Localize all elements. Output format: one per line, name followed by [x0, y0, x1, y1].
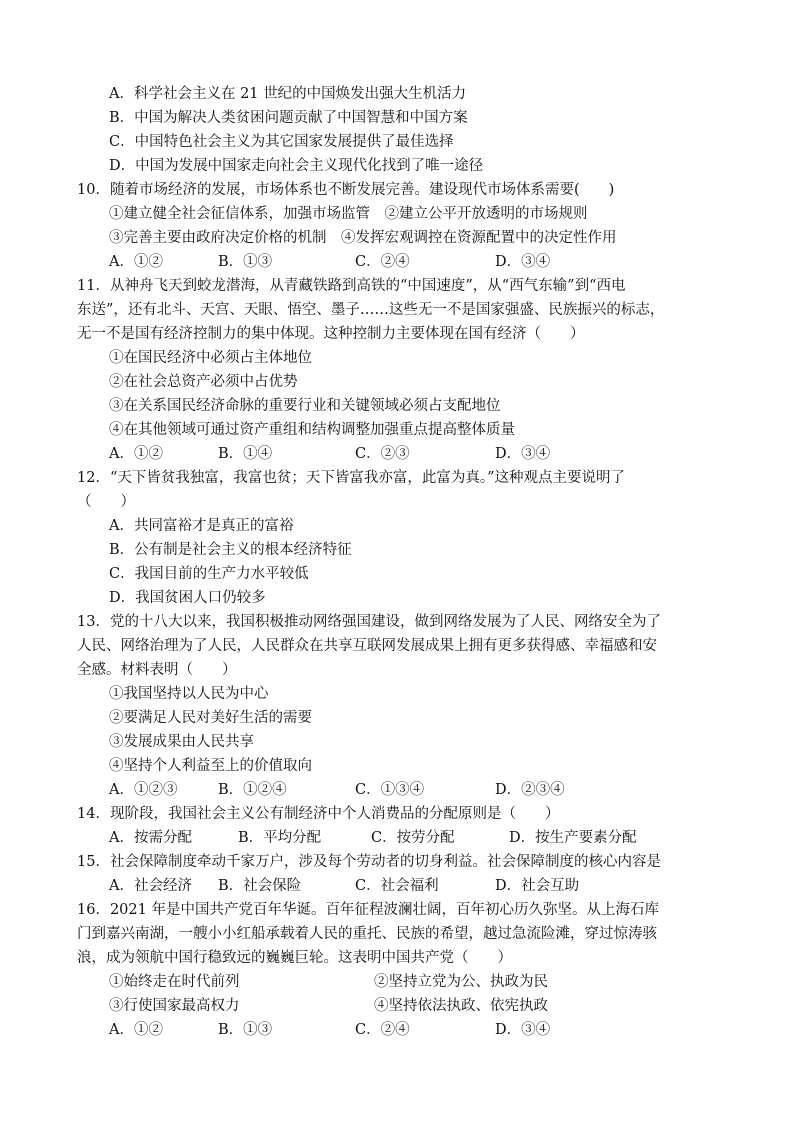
q12-option-b: B．公有制是社会主义的根本经济特征 — [109, 542, 352, 558]
q16-option-d: D．③④ — [495, 1022, 551, 1038]
q14-option-b: B．平均分配 — [238, 830, 322, 846]
q11-stem-1: 11．从神舟飞天到蛟龙潜海，从青藏铁路到高铁的“中国速度”，从“西气东输”到“西电 — [77, 278, 626, 294]
q15-option-a: A．社会经济 — [109, 878, 192, 894]
q14-option-c: C．按劳分配 — [371, 830, 455, 846]
q10-option-c: C．②④ — [355, 254, 410, 270]
q10-options — [109, 250, 709, 274]
q11-option-b: B．①④ — [218, 446, 273, 462]
q11-statement-2: ②在社会总资产必须中占优势 — [109, 374, 298, 390]
q15-option-b: B．社会保险 — [218, 878, 302, 894]
q16-statement-2: ②坚持立党为公、执政为民 — [374, 974, 548, 990]
q16-stem-2: 门到嘉兴南湖，一艘小小红船承载着人民的重托、民族的希望，越过急流险滩，穿过惊涛骇 — [77, 926, 657, 942]
q16-options — [109, 1018, 709, 1042]
q15-stem: 15．社会保障制度牵动千家万户，涉及每个劳动者的切身利益。社会保障制度的核心内容是 — [77, 854, 661, 870]
q9-option-d: D．中国为发展中国家走向社会主义现代化找到了唯一途径 — [109, 158, 484, 174]
q13-option-b: B．①②④ — [218, 782, 287, 798]
q16-option-c: C．②④ — [355, 1022, 410, 1038]
q9-option-a: A．科学社会主义在 21 世纪的中国焕发出强大生机活力 — [109, 86, 467, 102]
q13-option-d: D．②③④ — [495, 782, 565, 798]
q9-option-b: B．中国为解决人类贫困问题贡献了中国智慧和中国方案 — [109, 110, 468, 126]
q14-option-a: A．按需分配 — [109, 830, 192, 846]
q10-option-a: A．①② — [109, 254, 163, 270]
q14-stem: 14．现阶段，我国社会主义公有制经济中个人消费品的分配原则是（ ） — [77, 806, 560, 822]
q12-option-c: C．我国目前的生产力水平较低 — [109, 566, 309, 582]
q15-options — [109, 874, 709, 898]
q11-option-a: A．①② — [109, 446, 163, 462]
q11-stem-3: 无一不是国有经济控制力的集中体现。这种控制力主要体现在国有经济（ ） — [77, 326, 585, 342]
q16-option-b: B．①③ — [218, 1022, 273, 1038]
q11-stem-2: 东送”，还有北斗、天宫、天眼、悟空、墨子……这些无一不是国家强盛、民族振兴的标志， — [77, 302, 665, 318]
q16-statement-3: ③行使国家最高权力 — [109, 998, 240, 1014]
q13-statement-4: ④坚持个人利益至上的价值取向 — [109, 758, 312, 774]
q10-statement-1: ①建立健全社会征信体系，加强市场监管 ②建立公平开放透明的市场规则 — [109, 206, 588, 222]
q11-statement-4: ④在其他领域可通过资产重组和结构调整加强重点提高整体质量 — [109, 422, 515, 438]
q10-stem: 10．随着市场经济的发展，市场体系也不断发展完善。建设现代市场体系需要( ) — [77, 182, 615, 198]
q12-option-a: A．共同富裕才是真正的富裕 — [109, 518, 294, 534]
q13-statement-2: ②要满足人民对美好生活的需要 — [109, 710, 312, 726]
q11-statement-1: ①在国民经济中必须占主体地位 — [109, 350, 312, 366]
q11-option-c: C．②③ — [355, 446, 410, 462]
q16-stem-1: 16．2021 年是中国共产党百年华诞。百年征程波澜壮阔，百年初心历久弥坚。从上海石库 — [77, 902, 659, 918]
q13-statement-3: ③发展成果由人民共享 — [109, 734, 254, 750]
q13-statement-1: ①我国坚持以人民为中心 — [109, 686, 269, 702]
q13-stem-3: 全感。材料表明（ ） — [77, 662, 237, 678]
q14-option-d: D．按生产要素分配 — [509, 830, 637, 846]
q9-option-c: C．中国特色社会主义为其它国家发展提供了最佳选择 — [109, 134, 454, 150]
q15-option-d: D．社会互助 — [495, 878, 580, 894]
q13-option-c: C．①③④ — [355, 782, 425, 798]
q16-stem-3: 浪，成为领航中国行稳致远的巍巍巨轮。这表明中国共产党（ ） — [77, 950, 512, 966]
q13-options — [109, 778, 709, 802]
q11-statement-3: ③在关系国民经济命脉的重要行业和关键领域必须占支配地位 — [109, 398, 501, 414]
q14-options — [109, 826, 749, 850]
q12-stem-1: 12．“天下皆贫我独富，我富也贫；天下皆富我亦富，此富为真。”这种观点主要说明了 — [77, 470, 626, 486]
q13-stem-1: 13．党的十八大以来，我国积极推动网络强国建设，做到网络发展为了人民、网络安全为了 — [77, 614, 661, 630]
q12-stem-2: （ ） — [77, 494, 135, 510]
q10-option-d: D．③④ — [495, 254, 551, 270]
q11-options — [109, 442, 709, 466]
q16-statements-row-1 — [109, 970, 709, 994]
q11-option-d: D．③④ — [495, 446, 551, 462]
q16-statement-1: ①始终走在时代前列 — [109, 974, 240, 990]
q10-option-b: B．①③ — [218, 254, 273, 270]
q13-option-a: A．①②③ — [109, 782, 178, 798]
q16-option-a: A．①② — [109, 1022, 163, 1038]
q15-option-c: C．社会福利 — [355, 878, 439, 894]
q10-statement-2: ③完善主要由政府决定价格的机制 ④发挥宏观调控在资源配置中的决定性作用 — [109, 230, 617, 246]
q16-statement-4: ④坚持依法执政、依宪执政 — [374, 998, 548, 1014]
q12-option-d: D．我国贫困人口仍较多 — [109, 590, 266, 606]
q13-stem-2: 人民、网络治理为了人民，人民群众在共享互联网发展成果上拥有更多获得感、幸福感和安 — [77, 638, 657, 654]
q16-statements-row-2 — [109, 994, 709, 1018]
